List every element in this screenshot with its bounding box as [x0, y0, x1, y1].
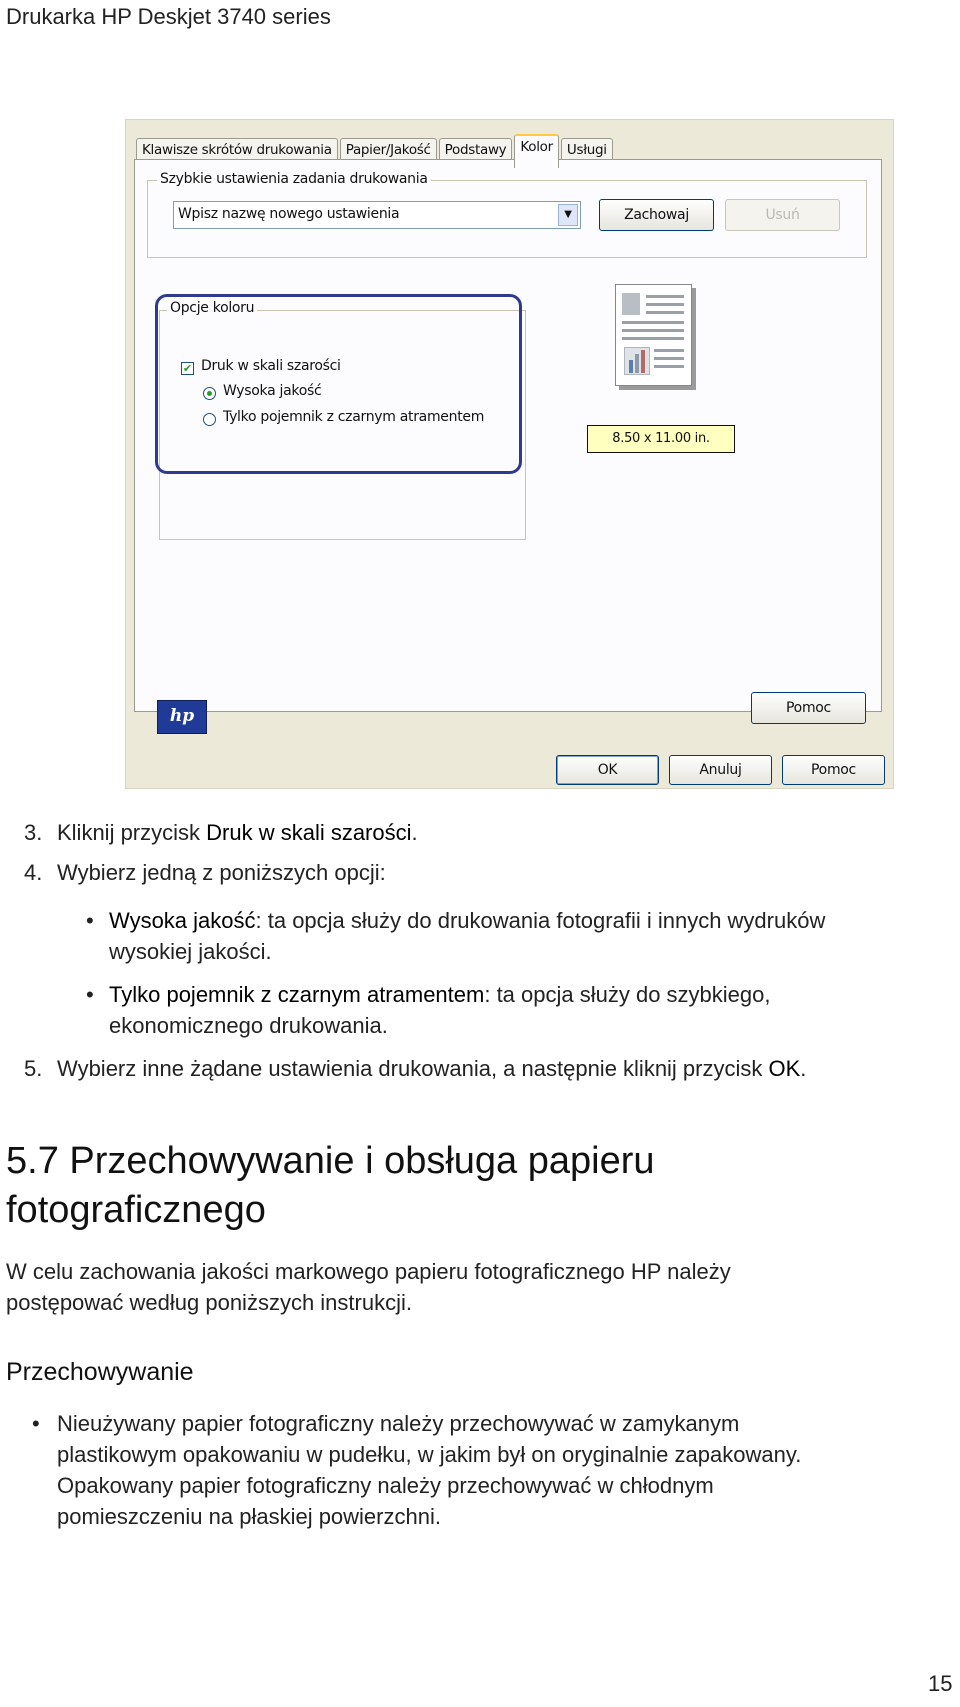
cancel-button[interactable]: Anuluj — [669, 755, 772, 785]
help-button[interactable]: Pomoc — [751, 692, 866, 724]
section-title-line-2: fotograficznego — [6, 1189, 266, 1231]
tab-panel — [134, 159, 882, 726]
step-emphasis: Druk w skali szarości — [206, 820, 412, 845]
save-button[interactable]: Zachowaj — [599, 199, 714, 231]
tab-services[interactable]: Usługi — [561, 138, 613, 165]
page-number: 15 — [928, 1671, 953, 1696]
bullet: • — [32, 1411, 40, 1436]
section-title-line-1: 5.7 Przechowywanie i obsługa papieru — [6, 1140, 655, 1182]
storage-line: plastikowym opakowaniu w pudełku, w jakim był on oryginalnie zapakowany. — [57, 1442, 802, 1467]
paper-size-label: 8.50 x 11.00 in. — [587, 425, 735, 453]
hp-logo: hp — [157, 700, 207, 734]
highlight-outline — [155, 294, 522, 474]
option-description-cont: wysokiej jakości. — [109, 939, 272, 964]
step-number: 5. — [24, 1056, 43, 1081]
option-name: Wysoka jakość — [109, 908, 256, 933]
chevron-down-icon[interactable]: ▼ — [558, 204, 578, 226]
intro-line: postępować według poniższych instrukcji. — [6, 1290, 412, 1315]
step-number: 4. — [24, 860, 43, 885]
tab-basics[interactable]: Podstawy — [439, 138, 513, 165]
black-only-radio[interactable] — [203, 413, 216, 426]
paper-preview-icon — [615, 284, 692, 386]
help-bottom-button[interactable]: Pomoc — [782, 755, 885, 785]
printer-properties-dialog — [125, 119, 894, 789]
high-quality-radio[interactable] — [203, 387, 216, 400]
quick-settings-legend: Szybkie ustawienia zadania drukowania — [157, 171, 431, 187]
black-only-label: Tylko pojemnik z czarnym atramentem — [223, 409, 485, 425]
storage-line: Opakowany papier fotograficzny należy przechowywać w chłodnym — [57, 1473, 714, 1498]
option-description: : ta opcja służy do szybkiego, — [484, 982, 771, 1007]
delete-button[interactable]: Usuń — [725, 199, 840, 231]
grayscale-checkbox[interactable]: ✔ — [182, 362, 193, 375]
preview-letter-icon — [622, 293, 640, 315]
quick-settings-select[interactable] — [173, 201, 581, 229]
section-intro — [6, 1256, 731, 1318]
ok-button[interactable]: OK — [556, 755, 659, 785]
high-quality-label: Wysoka jakość — [223, 383, 322, 399]
running-header: Drukarka HP Deskjet 3740 series — [6, 4, 331, 29]
step-number: 3. — [24, 820, 43, 845]
tab-paper-quality[interactable]: Papier/Jakość — [340, 138, 437, 165]
step-emphasis: OK — [768, 1056, 801, 1081]
quick-settings-select-value: Wpisz nazwę nowego ustawienia — [178, 206, 400, 222]
option-name: Tylko pojemnik z czarnym atramentem — [109, 982, 485, 1007]
option-description: : ta opcja służy do drukowania fotografii i innych wydruków — [255, 908, 826, 933]
grayscale-label: Druk w skali szarości — [201, 358, 341, 374]
step-4 — [24, 857, 944, 888]
step-5 — [24, 1053, 960, 1084]
color-options-legend: Opcje koloru — [167, 300, 257, 316]
storage-line: pomieszczeniu na płaskiej powierzchni. — [57, 1504, 441, 1529]
step-text: Wybierz jedną z poniższych opcji: — [57, 860, 386, 885]
storage-line: Nieużywany papier fotograficzny należy przechowywać w zamykanym — [57, 1411, 740, 1436]
tab-shortcuts[interactable]: Klawisze skrótów drukowania — [136, 138, 338, 165]
tab-color[interactable]: Kolor — [514, 134, 559, 168]
step-text: Wybierz inne żądane ustawienia drukowania, a następnie kliknij przycisk — [57, 1056, 769, 1081]
step-3 — [24, 817, 944, 848]
subheading-storage: Przechowywanie — [6, 1358, 194, 1386]
step-text-end: . — [411, 820, 418, 845]
option-description-cont: ekonomicznego drukowania. — [109, 1013, 388, 1038]
step-text: Kliknij przycisk — [57, 820, 207, 845]
preview-chart-icon — [624, 347, 650, 375]
intro-line: W celu zachowania jakości markowego papieru fotograficznego HP należy — [6, 1259, 731, 1284]
bullet: • — [86, 908, 94, 933]
step-text-end: . — [800, 1056, 807, 1081]
section-title — [6, 1137, 655, 1235]
bullet: • — [86, 982, 94, 1007]
